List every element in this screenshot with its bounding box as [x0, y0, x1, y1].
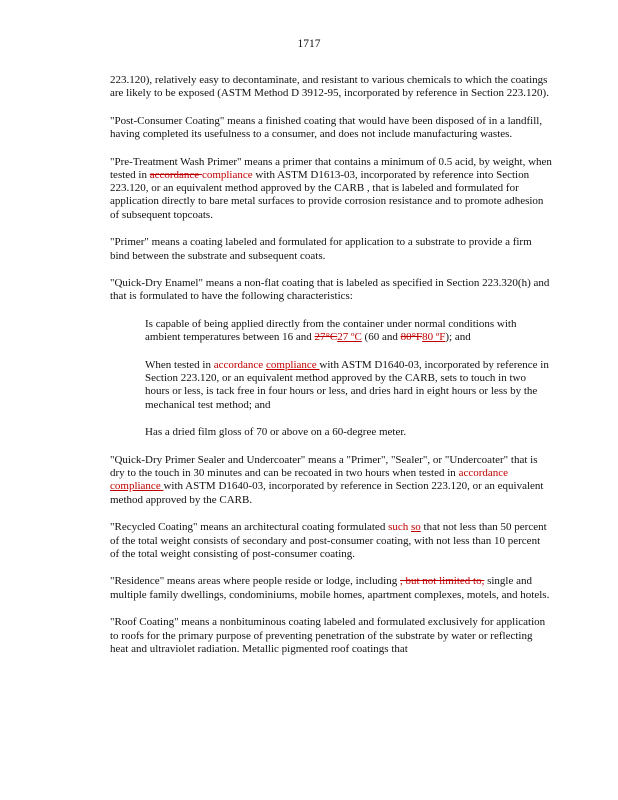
text-run: When tested in: [145, 359, 214, 372]
text-run: such: [388, 521, 411, 534]
inserted-text: 80 ºF: [422, 331, 446, 344]
text-run: 223.120), relatively easy to decontaminate, and resistant to various chemicals to which the coatings are likely to be exposed (ASTM Method D 3912-95, incorporated by reference in Section 223.120).: [110, 74, 549, 100]
text-run: "Primer" means a coating labeled and formulated for application to a substrate to provide a firm bind between the substrate and subsequent coats.: [110, 236, 532, 262]
inserted-text: 27 ºC: [337, 331, 362, 344]
inserted-text: compliance: [110, 480, 164, 493]
text-run: with ASTM D1640-03, incorporated by reference in Section 223.120, or an equivalent method approved by the CARB.: [110, 480, 544, 506]
paragraph: [110, 521, 552, 561]
text-run: accordance: [458, 467, 509, 480]
inserted-text: so: [411, 521, 421, 534]
text-run: "Residence" means areas where people reside or lodge, including: [110, 575, 400, 588]
deleted-text: 80°F: [400, 331, 423, 344]
text-run: "Post-Consumer Coating" means a finished coating that would have been disposed of in a landfill, having completed its usefulness to a consumer, and does not include manufacturing wastes.: [110, 114, 543, 141]
paragraph: [145, 359, 552, 412]
paragraph: [110, 236, 552, 262]
text-run: "Quick-Dry Primer Sealer and Undercoater" means a "Primer", "Sealer", or "Undercoater" that is dry to the touch in 30 minutes and can be recoated in two hours when tested in: [110, 454, 538, 480]
text-run: single and multiple family dwellings, condominiums, mobile homes, apartment complexes, motels, and hotels.: [110, 575, 550, 601]
paragraph: [110, 74, 552, 100]
text-run: accordance: [213, 359, 266, 372]
text-run: with ASTM D1640-03, incorporated by reference in Section 223.120, or an equivalent method approved by the CARB, sets to touch in two hours or less, is tack free in four hours or less, and dries hard in eight hours or less by the mechanical test method; and: [145, 359, 549, 411]
paragraph: [145, 426, 552, 439]
text-run: compliance: [201, 169, 256, 182]
text-run: "Recycled Coating" means an architectural coating formulated: [110, 521, 389, 534]
text-run: Has a dried film gloss of 70 or above on a 60-degree meter.: [145, 426, 407, 439]
paragraph: [110, 156, 552, 222]
paragraph: [110, 575, 552, 601]
paragraph: [110, 616, 552, 656]
text-run: that not less than 50 percent of the total weight consists of secondary and post-consumer coating, with not less than 10 percent of the total weight consisting of post-consumer coating.: [110, 521, 547, 560]
page-number: 1717: [297, 38, 321, 50]
deleted-text: accordance: [149, 169, 202, 182]
text-run: "Roof Coating" means a nonbituminous coating labeled and formulated exclusively for application to roofs for the primary purpose of preventing penetration of the substrate by water or reflecting heat and ultraviolet radiation. Metallic pigmented roof coatings that: [110, 616, 546, 655]
text-run: Is capable of being applied directly from the container under normal conditions with ambient temperatures between 16 and: [145, 318, 517, 344]
paragraph: [110, 454, 552, 507]
text-run: (60 and: [361, 331, 401, 344]
paragraph: [110, 277, 552, 303]
paragraph: [110, 115, 552, 141]
document-body: [110, 74, 552, 671]
deleted-text: 27°C: [314, 331, 338, 344]
text-run: ); and: [445, 331, 471, 344]
paragraph: [145, 318, 552, 344]
text-run: with ASTM D1613-03, incorporated by reference into Section 223.120, or an equivalent method approved by the CARB , that is labeled and formulated for application directly to bare metal surfaces to provide corrosion resistance and to promote adhesion of subsequent topcoats.: [110, 169, 544, 221]
deleted-text: , but not limited to,: [400, 575, 485, 588]
inserted-text: compliance: [265, 359, 320, 372]
text-run: "Pre-Treatment Wash Primer" means a primer that contains a minimum of 0.5 acid, by weight, when tested in: [110, 155, 552, 182]
text-run: "Quick-Dry Enamel" means a non-flat coating that is labeled as specified in Section 223.320(h) and that is formulated to have the following characteristics:: [110, 277, 550, 303]
